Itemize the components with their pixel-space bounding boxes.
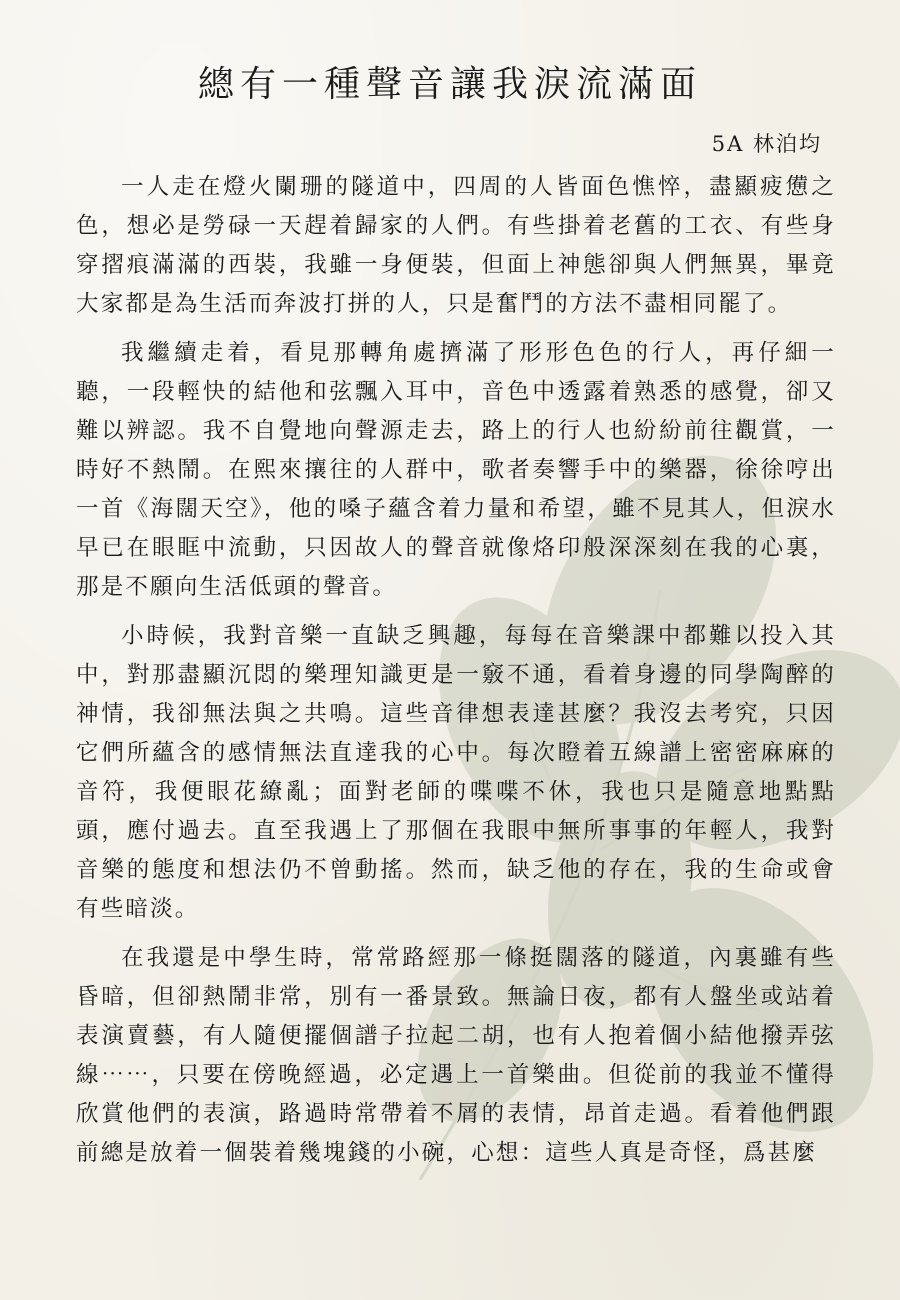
- page-title: 總有一種聲音讓我淚流滿面: [197, 64, 702, 105]
- author-line: 5A 林泊均: [711, 132, 822, 156]
- paragraph: 我繼續走着，看見那轉角處擠滿了形形色色的行人，再仔細一聽，一段輕快的結他和弦飄入耳中，音色中透露着熟悉的感覺，卻又難以辨認。我不自覺地向聲源走去，路上的行人也紛紛前往觀賞，一時好不熱鬧。在熙來攘往的人群中，歌者奏響手中的樂器，徐徐哼出一首《海闊天空》，他的嗓子蘊含着力量和希望，雖不見其人，但淚水早已在眼眶中流動，只因故人的聲音就像烙印般深深刻在我的心裏，那是不願向生活低頭的聲音。: [76, 340, 836, 600]
- paragraph: 一人走在燈火闌珊的隧道中，四周的人皆面色憔悴，盡顯疲憊之色，想必是勞碌一天趕着歸家的人們。有些掛着老舊的工衣、有些身穿摺痕滿滿的西裝，我雖一身便裝，但面上神態卻與人們無異，畢竟大家都是為生活而奔波打拼的人，只是奮鬥的方法不盡相同罷了。: [76, 174, 836, 317]
- article-body: [76, 168, 836, 1183]
- paragraph: 在我還是中學生時，常常路經那一條挺闊落的隧道，內裏雖有些昏暗，但卻熱鬧非常，別有一番景致。無論日夜，都有人盤坐或站着表演賣藝，有人隨便擺個譜子拉起二胡，也有人抱着個小結他撥弄弦線⋯⋯，只要在傍晚經過，必定遇上一首樂曲。但從前的我並不懂得欣賞他們的表演，路過時常帶着不屑的表情，昂首走過。看着他們跟前總是放着一個裝着幾塊錢的小碗，心想：這些人真是奇怪，爲甚麼: [76, 945, 836, 1166]
- paragraph: 小時候，我對音樂一直缺乏興趣，每每在音樂課中都難以投入其中，對那盡顯沉悶的樂理知識更是一竅不通，看着身邊的同學陶醉的神情，我卻無法與之共鳴。這些音律想表達甚麼？我沒去考究，只因它們所蘊含的感情無法直達我的心中。每次瞪着五線譜上密密麻麻的音符，我便眼花繚亂；面對老師的喋喋不休，我也只是隨意地點點頭，應付過去。直至我遇上了那個在我眼中無所事事的年輕人，我對音樂的態度和想法仍不曾動搖。然而，缺乏他的存在，我的生命或會有些暗淡。: [76, 623, 836, 922]
